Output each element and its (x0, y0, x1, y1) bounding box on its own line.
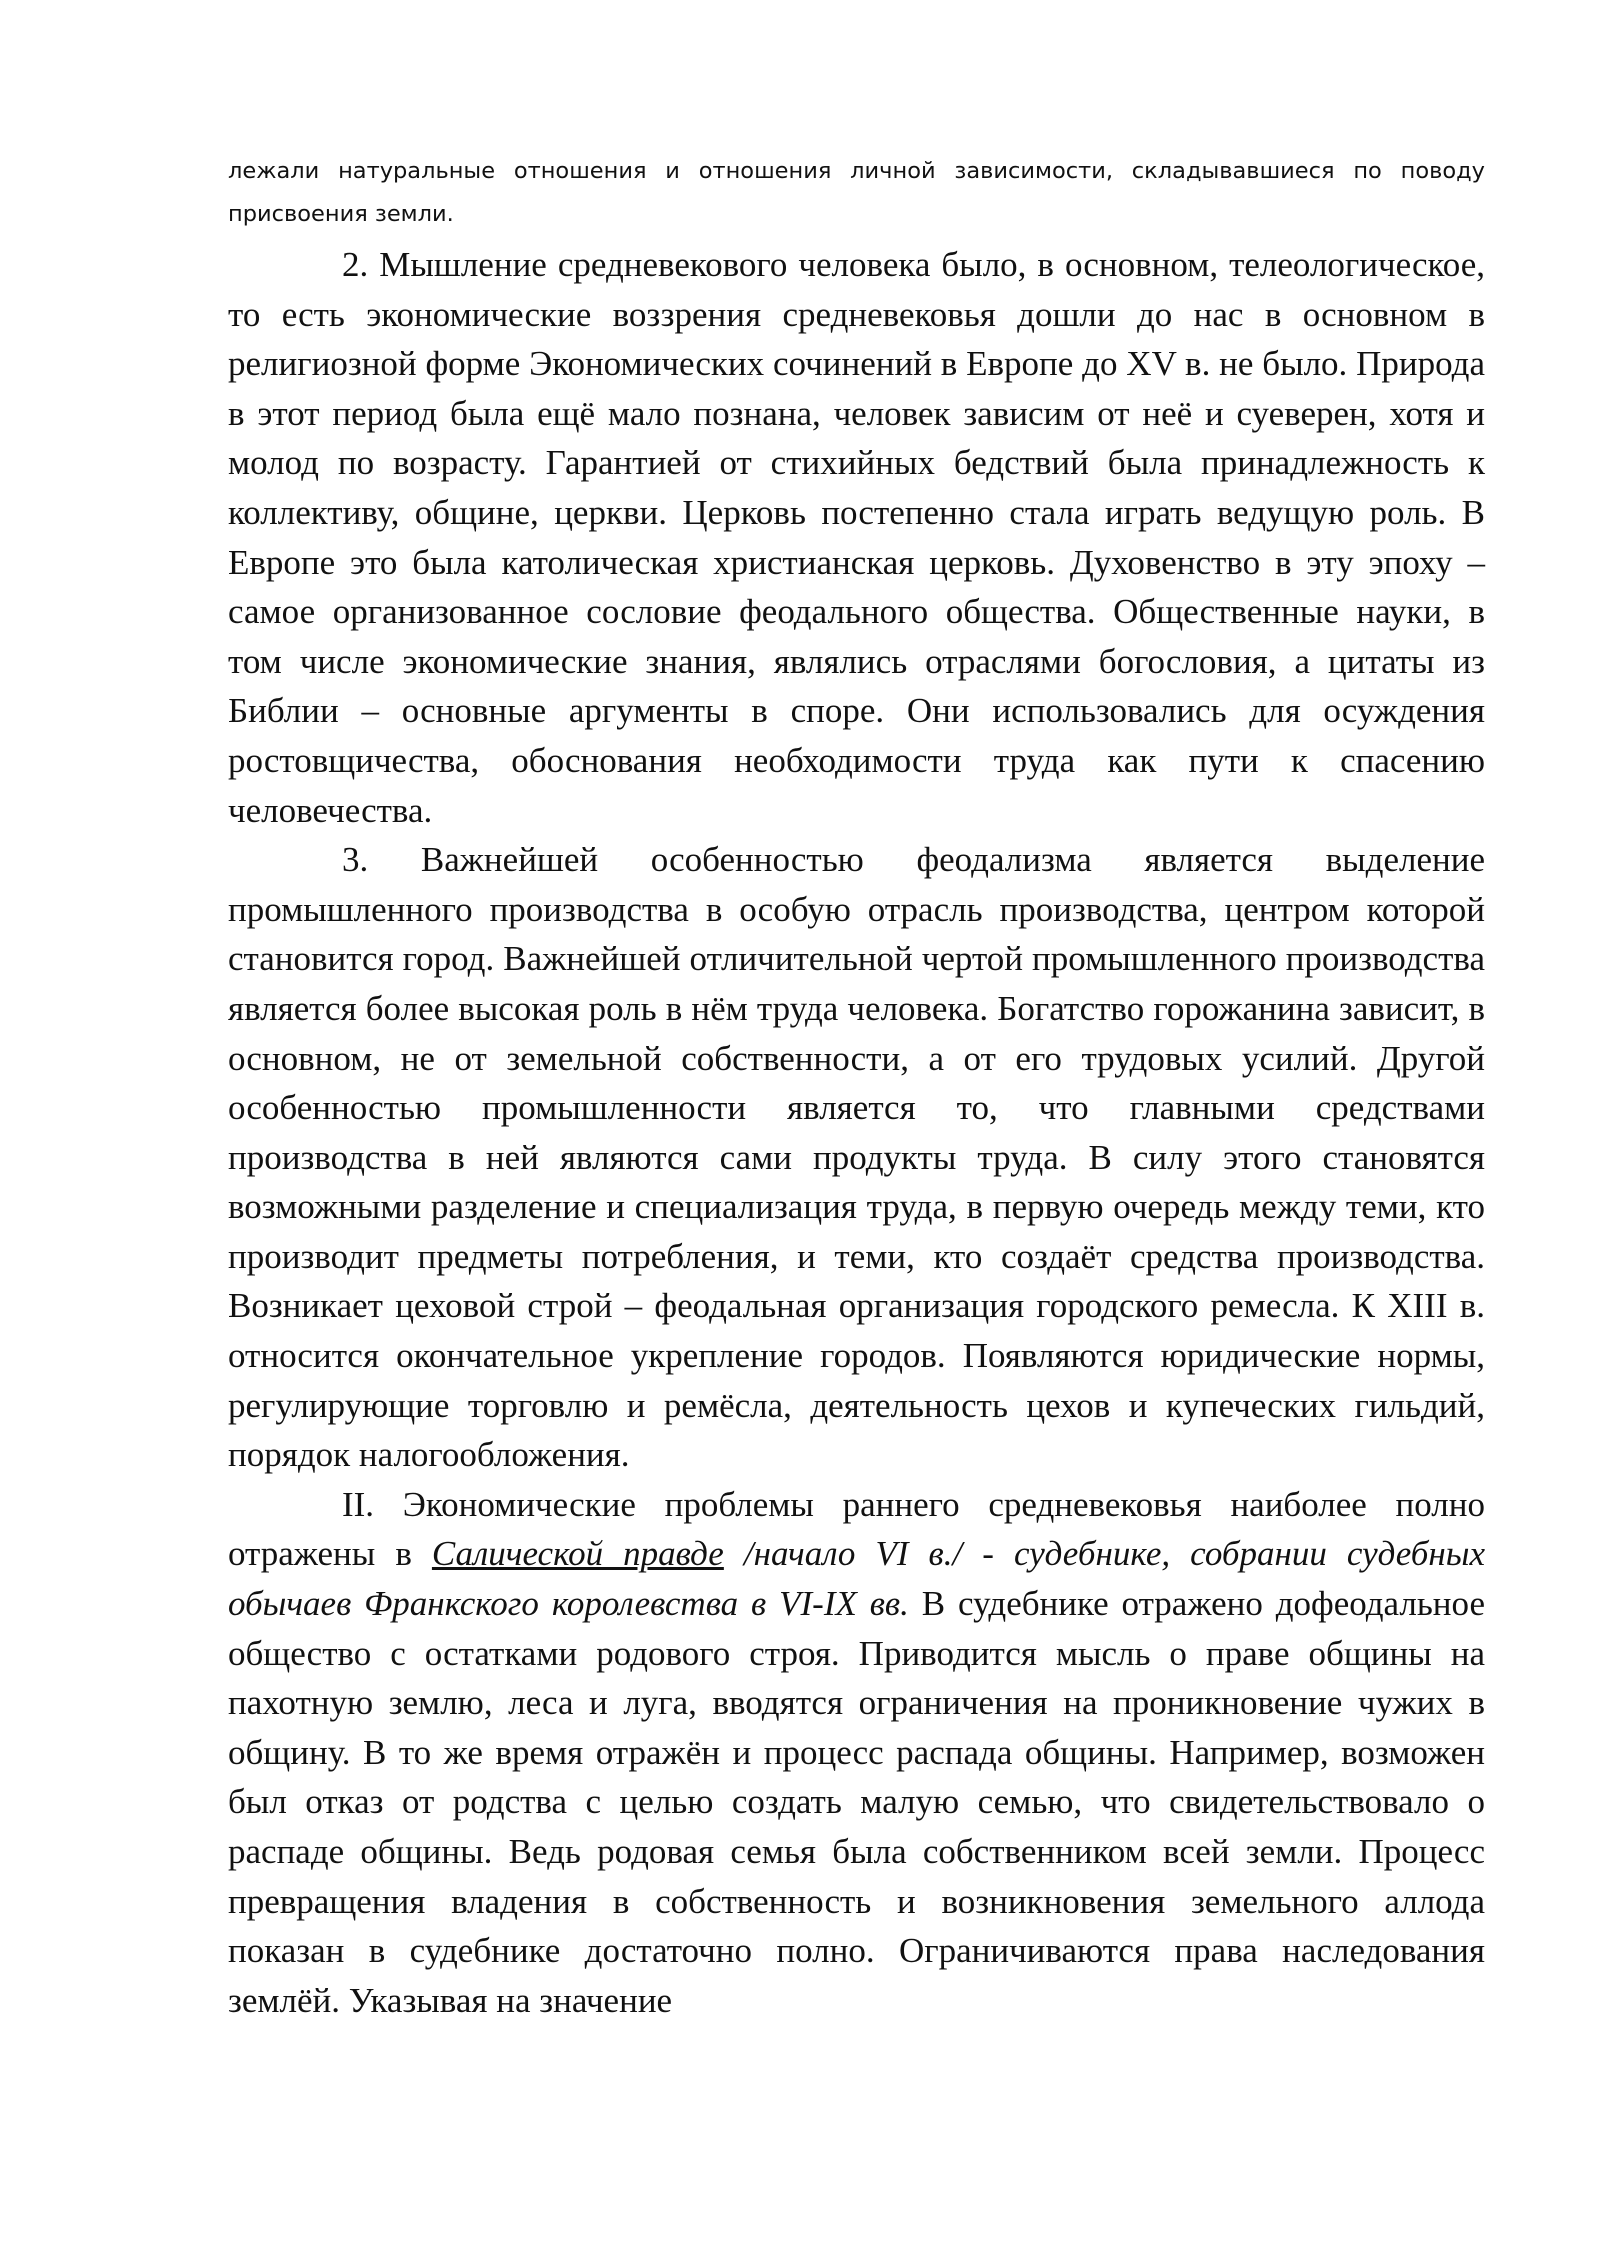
lead-text: лежали натуральные отношения и отношения личной зависимости, складывавшиеся по поводу присвоения земли. (228, 158, 1485, 227)
paragraph-3: 3. Важнейшей особенностью феодализма является выделение промышленного производства в особую отрасль производства, центром которой становится город. Важнейшей отличительной чертой промышленного производства является более высокая роль в нём труда человека. Богатство горожанина зависит, в основном, не от земельной собственности, а от его трудовых усилий. Другой особенностью промышленности является то, что главными средствами производства в ней являются сами продукты труда. В силу этого становятся возможными разделение и специализация труда, в первую очередь между теми, кто производит предметы потребления, и теми, кто создаёт средства производства. Возникает цеховой строй – феодальная организация городского ремесла. К XIII в. относится окончательное укрепление городов. Появляются юридические нормы, регулирующие торговлю и ремёсла, деятельность цехов и купеческих гильдий, порядок налогообложения. (228, 840, 1485, 1475)
source-note: /начало VI в./ - судебнике, собрании судебных обычаев Франкского королевства в VI-IX вв. (228, 1534, 1486, 1624)
source-title: Салической правде (431, 1534, 724, 1574)
document-page (228, 150, 1485, 2025)
paragraph-section-ii (228, 1480, 1485, 2026)
section-ii-intro: II. Экономические проблемы раннего средневековья наиболее полно отражены в (228, 1484, 1485, 1574)
paragraph-2: 2. Мышление средневекового человека было, в основном, телеологическое, то есть экономические воззрения средневековья дошли до нас в основном в религиозной форме Экономических сочинений в Европе до XV в. не было. Природа в этот период была ещё мало познана, человек зависим от неё и суеверен, хотя и молод по возрасту. Гарантией от стихийных бедствий была принадлежность к коллективу, общине, церкви. Церковь постепенно стала играть ведущую роль. В Европе это была католическая христианская церковь. Духовенство в эту эпоху – самое организованное сословие феодального общества. Общественные науки, в том числе экономические знания, являлись отраслями богословия, а цитаты из Библии – основные аргументы в споре. Они использовались для осуждения ростовщичества, обоснования необходимости труда как пути к спасению человечества. (228, 245, 1485, 830)
section-ii-body: В судебнике отражено дофеодальное общество с остатками родового строя. Приводится мысль о праве общины на пахотную землю, леса и луга, вводятся ограничения на проникновение чужих в общину. В то же время отражён и процесс распада общины. Например, возможен был отказ от родства с целью создать малую семью, что свидетельствовало о распаде общины. Ведь родовая семья была собственником всей земли. Процесс превращения владения в собственность и возникновения земельного аллода показан в судебнике достаточно полно. Ограничиваются права наследования землёй. Указывая на значение (228, 1584, 1486, 2020)
